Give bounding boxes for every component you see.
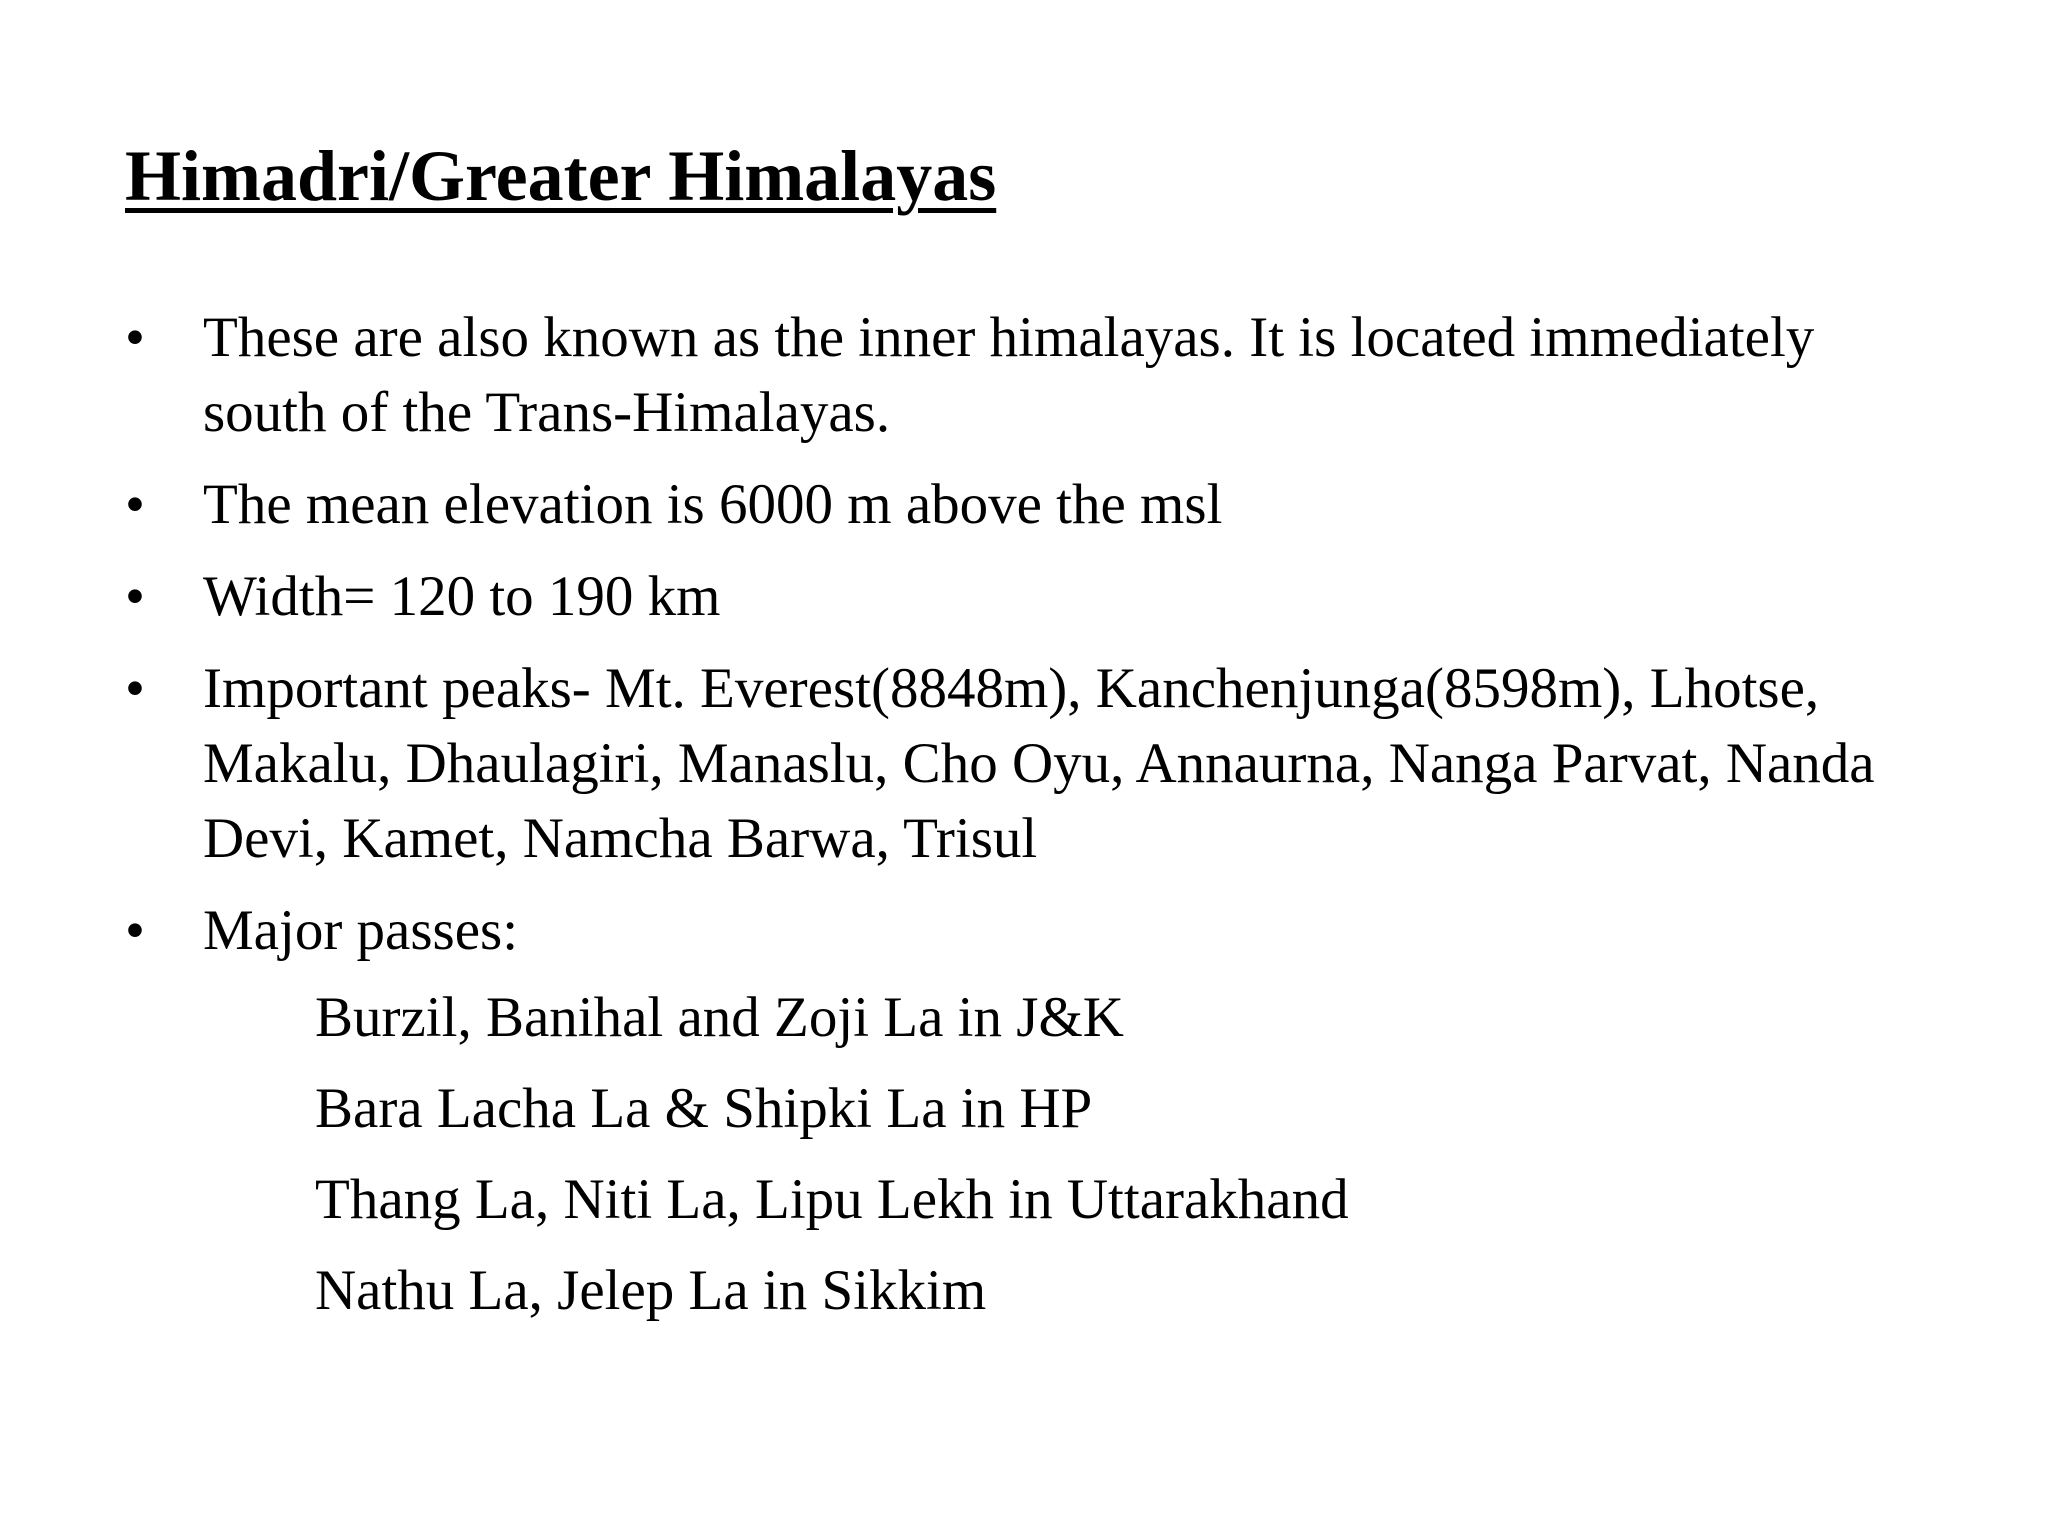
pass-item: Burzil, Banihal and Zoji La in J&K — [315, 986, 1124, 1049]
bullet-text: Width= 120 to 190 km — [203, 565, 721, 628]
bullet-item — [125, 651, 1925, 876]
bullet-text: The mean elevation is 6000 m above the msl — [203, 473, 1223, 536]
slide-title: Himadri/Greater Himalayas — [125, 136, 997, 216]
pass-item: Thang La, Niti La, Lipu Lekh in Uttarakhand — [315, 1168, 1349, 1231]
bullet-item — [125, 559, 1925, 634]
bullet-dot-icon: • — [125, 565, 145, 628]
bullet-item — [125, 300, 1925, 450]
bullet-text: Major passes: — [203, 899, 519, 962]
bullet-text: These are also known as the inner himalayas. It is located immediately south of the Trans-Himalayas. — [203, 306, 1815, 444]
bullet-dot-icon: • — [125, 657, 145, 720]
pass-item: Bara Lacha La & Shipki La in HP — [315, 1077, 1093, 1140]
bullet-item — [125, 467, 1925, 542]
bullet-dot-icon: • — [125, 473, 145, 536]
bullet-item-major-passes — [125, 893, 1925, 1328]
bullet-dot-icon: • — [125, 306, 145, 369]
passes-list — [203, 980, 1925, 1328]
bullet-dot-icon: • — [125, 899, 145, 962]
bullet-text: Important peaks- Mt. Everest(8848m), Kanchenjunga(8598m), Lhotse, Makalu, Dhaulagiri, Manaslu, Cho Oyu, Annaurna, Nanga Parvat, Nanda Devi, Kamet, Namcha Barwa, Trisul — [203, 657, 1875, 870]
bullet-list — [125, 300, 1925, 1345]
pass-item: Nathu La, Jelep La in Sikkim — [315, 1259, 987, 1322]
